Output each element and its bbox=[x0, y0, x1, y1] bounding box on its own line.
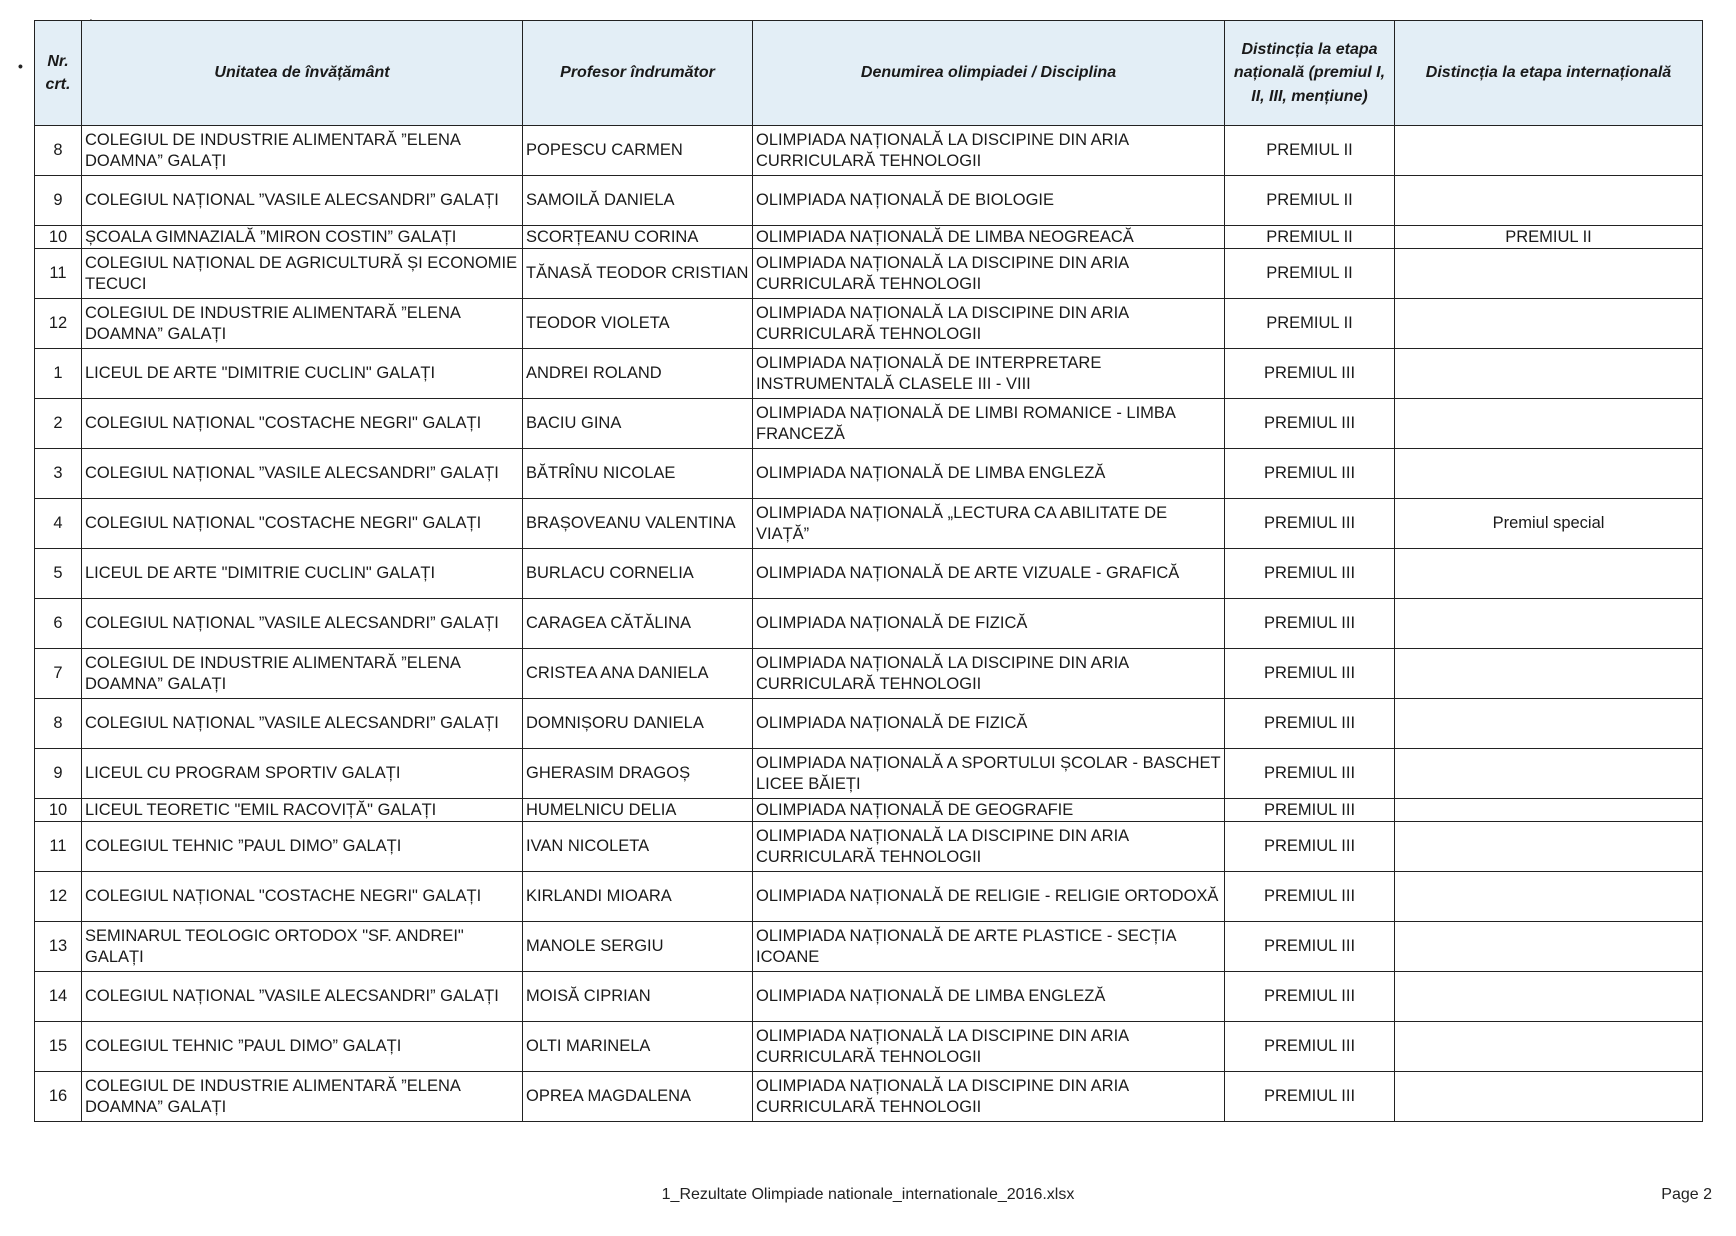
table-row bbox=[35, 549, 1703, 599]
cell-nat: PREMIUL III bbox=[1225, 649, 1395, 699]
header-nr: Nr. crt. bbox=[35, 21, 82, 126]
cell-olimp: OLIMPIADA NAȚIONALĂ DE LIMBI ROMANICE - LIMBA FRANCEZĂ bbox=[753, 399, 1225, 449]
cell-intl bbox=[1395, 649, 1703, 699]
cell-unit: LICEUL DE ARTE "DIMITRIE CUCLIN" GALAȚI bbox=[82, 549, 523, 599]
cell-intl bbox=[1395, 126, 1703, 176]
cell-nat: PREMIUL III bbox=[1225, 599, 1395, 649]
cell-nat: PREMIUL III bbox=[1225, 922, 1395, 972]
cell-unit: COLEGIUL NAȚIONAL ”VASILE ALECSANDRI” GALAȚI bbox=[82, 972, 523, 1022]
cell-nat: PREMIUL II bbox=[1225, 299, 1395, 349]
cell-unit: LICEUL DE ARTE "DIMITRIE CUCLIN" GALAȚI bbox=[82, 349, 523, 399]
cell-unit: COLEGIUL NAȚIONAL "COSTACHE NEGRI" GALAȚI bbox=[82, 499, 523, 549]
cell-unit: COLEGIUL NAȚIONAL ”VASILE ALECSANDRI” GALAȚI bbox=[82, 176, 523, 226]
table-row bbox=[35, 126, 1703, 176]
cell-intl bbox=[1395, 349, 1703, 399]
table-row bbox=[35, 699, 1703, 749]
cell-olimp: OLIMPIADA NAȚIONALĂ DE RELIGIE - RELIGIE ORTODOXĂ bbox=[753, 872, 1225, 922]
cell-nat: PREMIUL III bbox=[1225, 799, 1395, 822]
cell-intl bbox=[1395, 749, 1703, 799]
cell-prof: HUMELNICU DELIA bbox=[523, 799, 753, 822]
cell-intl bbox=[1395, 299, 1703, 349]
results-table bbox=[34, 20, 1703, 1122]
cell-olimp: OLIMPIADA NAȚIONALĂ DE GEOGRAFIE bbox=[753, 799, 1225, 822]
cell-nr: 12 bbox=[35, 299, 82, 349]
cell-unit: COLEGIUL NAȚIONAL "COSTACHE NEGRI" GALAȚI bbox=[82, 399, 523, 449]
cell-nat: PREMIUL III bbox=[1225, 972, 1395, 1022]
cell-prof: SAMOILĂ DANIELA bbox=[523, 176, 753, 226]
header-intl: Distincția la etapa internațională bbox=[1395, 21, 1703, 126]
cell-nat: PREMIUL III bbox=[1225, 822, 1395, 872]
table-row bbox=[35, 799, 1703, 822]
cell-olimp: OLIMPIADA NAȚIONALĂ A SPORTULUI ȘCOLAR - BASCHET LICEE BĂIEȚI bbox=[753, 749, 1225, 799]
table-row bbox=[35, 499, 1703, 549]
cell-intl: PREMIUL II bbox=[1395, 226, 1703, 249]
cell-prof: TEODOR VIOLETA bbox=[523, 299, 753, 349]
cell-olimp: OLIMPIADA NAȚIONALĂ DE BIOLOGIE bbox=[753, 176, 1225, 226]
cell-unit: ȘCOALA GIMNAZIALĂ ”MIRON COSTIN” GALAȚI bbox=[82, 226, 523, 249]
cell-nr: 7 bbox=[35, 649, 82, 699]
cell-olimp: OLIMPIADA NAȚIONALĂ LA DISCIPINE DIN ARIA CURRICULARĂ TEHNOLOGII bbox=[753, 299, 1225, 349]
cell-unit: COLEGIUL DE INDUSTRIE ALIMENTARĂ ”ELENA DOAMNA” GALAȚI bbox=[82, 299, 523, 349]
cell-unit: COLEGIUL TEHNIC ”PAUL DIMO” GALAȚI bbox=[82, 822, 523, 872]
cell-nat: PREMIUL II bbox=[1225, 126, 1395, 176]
cell-intl bbox=[1395, 449, 1703, 499]
cell-unit: COLEGIUL NAȚIONAL DE AGRICULTURĂ ȘI ECONOMIE TECUCI bbox=[82, 249, 523, 299]
table-row bbox=[35, 822, 1703, 872]
cell-intl bbox=[1395, 699, 1703, 749]
cell-nr: 4 bbox=[35, 499, 82, 549]
cell-nat: PREMIUL III bbox=[1225, 399, 1395, 449]
cell-intl bbox=[1395, 799, 1703, 822]
table-row bbox=[35, 176, 1703, 226]
cell-nat: PREMIUL III bbox=[1225, 549, 1395, 599]
header-olimp: Denumirea olimpiadei / Disciplina bbox=[753, 21, 1225, 126]
header-unit: Unitatea de învățământ bbox=[82, 21, 523, 126]
cell-olimp: OLIMPIADA NAȚIONALĂ DE FIZICĂ bbox=[753, 599, 1225, 649]
table-row bbox=[35, 226, 1703, 249]
table-row bbox=[35, 399, 1703, 449]
cell-intl bbox=[1395, 972, 1703, 1022]
cell-olimp: OLIMPIADA NAȚIONALĂ DE LIMBA NEOGREACĂ bbox=[753, 226, 1225, 249]
cell-nat: PREMIUL III bbox=[1225, 449, 1395, 499]
cell-olimp: OLIMPIADA NAȚIONALĂ LA DISCIPINE DIN ARIA CURRICULARĂ TEHNOLOGII bbox=[753, 649, 1225, 699]
cell-intl bbox=[1395, 399, 1703, 449]
table-row bbox=[35, 299, 1703, 349]
cell-nr: 9 bbox=[35, 749, 82, 799]
cell-nat: PREMIUL III bbox=[1225, 1022, 1395, 1072]
cell-olimp: OLIMPIADA NAȚIONALĂ LA DISCIPINE DIN ARIA CURRICULARĂ TEHNOLOGII bbox=[753, 1072, 1225, 1122]
cell-nat: PREMIUL II bbox=[1225, 176, 1395, 226]
cell-prof: KIRLANDI MIOARA bbox=[523, 872, 753, 922]
cell-nat: PREMIUL II bbox=[1225, 226, 1395, 249]
cell-prof: BURLACU CORNELIA bbox=[523, 549, 753, 599]
table-row bbox=[35, 922, 1703, 972]
table-body bbox=[35, 126, 1703, 1122]
table-row bbox=[35, 749, 1703, 799]
cell-olimp: OLIMPIADA NAȚIONALĂ LA DISCIPINE DIN ARIA CURRICULARĂ TEHNOLOGII bbox=[753, 822, 1225, 872]
cell-intl bbox=[1395, 1022, 1703, 1072]
cell-unit: SEMINARUL TEOLOGIC ORTODOX "SF. ANDREI" GALAȚI bbox=[82, 922, 523, 972]
cell-unit: COLEGIUL DE INDUSTRIE ALIMENTARĂ ”ELENA DOAMNA” GALAȚI bbox=[82, 126, 523, 176]
cell-unit: COLEGIUL NAȚIONAL ”VASILE ALECSANDRI” GALAȚI bbox=[82, 449, 523, 499]
table-header-row bbox=[35, 21, 1703, 126]
cell-nr: 5 bbox=[35, 549, 82, 599]
cell-unit: LICEUL TEORETIC "EMIL RACOVIȚĂ" GALAȚI bbox=[82, 799, 523, 822]
cell-nr: 8 bbox=[35, 699, 82, 749]
cell-nr: 3 bbox=[35, 449, 82, 499]
cell-nr: 13 bbox=[35, 922, 82, 972]
footer-page-number: Page 2 bbox=[1661, 1186, 1712, 1203]
cell-prof: OPREA MAGDALENA bbox=[523, 1072, 753, 1122]
cell-nr: 10 bbox=[35, 799, 82, 822]
cell-olimp: OLIMPIADA NAȚIONALĂ „LECTURA CA ABILITATE DE VIAȚĂ” bbox=[753, 499, 1225, 549]
cell-nr: 10 bbox=[35, 226, 82, 249]
header-prof: Profesor îndrumător bbox=[523, 21, 753, 126]
cell-prof: SCORȚEANU CORINA bbox=[523, 226, 753, 249]
cell-nr: 6 bbox=[35, 599, 82, 649]
cell-nat: PREMIUL III bbox=[1225, 699, 1395, 749]
cell-nr: 8 bbox=[35, 126, 82, 176]
cell-prof: POPESCU CARMEN bbox=[523, 126, 753, 176]
cell-unit: COLEGIUL NAȚIONAL ”VASILE ALECSANDRI” GALAȚI bbox=[82, 699, 523, 749]
table-row bbox=[35, 449, 1703, 499]
cell-prof: GHERASIM DRAGOȘ bbox=[523, 749, 753, 799]
cell-prof: BRAȘOVEANU VALENTINA bbox=[523, 499, 753, 549]
cell-olimp: OLIMPIADA NAȚIONALĂ LA DISCIPINE DIN ARIA CURRICULARĂ TEHNOLOGII bbox=[753, 249, 1225, 299]
cell-nat: PREMIUL III bbox=[1225, 749, 1395, 799]
cell-intl: Premiul special bbox=[1395, 499, 1703, 549]
cell-nr: 9 bbox=[35, 176, 82, 226]
cell-olimp: OLIMPIADA NAȚIONALĂ LA DISCIPINE DIN ARIA CURRICULARĂ TEHNOLOGII bbox=[753, 1022, 1225, 1072]
cell-prof: MOISĂ CIPRIAN bbox=[523, 972, 753, 1022]
margin-bullet: • bbox=[18, 58, 23, 74]
cell-nr: 11 bbox=[35, 822, 82, 872]
cell-prof: IVAN NICOLETA bbox=[523, 822, 753, 872]
cell-nat: PREMIUL III bbox=[1225, 499, 1395, 549]
cell-prof: BĂTRÎNU NICOLAE bbox=[523, 449, 753, 499]
cell-nat: PREMIUL III bbox=[1225, 349, 1395, 399]
cell-olimp: OLIMPIADA NAȚIONALĂ DE INTERPRETARE INSTRUMENTALĂ CLASELE III - VIII bbox=[753, 349, 1225, 399]
cell-intl bbox=[1395, 1072, 1703, 1122]
cell-nr: 1 bbox=[35, 349, 82, 399]
cell-prof: CRISTEA ANA DANIELA bbox=[523, 649, 753, 699]
cell-intl bbox=[1395, 549, 1703, 599]
cell-nr: 11 bbox=[35, 249, 82, 299]
cell-nat: PREMIUL III bbox=[1225, 872, 1395, 922]
cell-olimp: OLIMPIADA NAȚIONALĂ DE LIMBA ENGLEZĂ bbox=[753, 449, 1225, 499]
table-row bbox=[35, 249, 1703, 299]
cell-nr: 12 bbox=[35, 872, 82, 922]
table-row bbox=[35, 599, 1703, 649]
cell-nat: PREMIUL III bbox=[1225, 1072, 1395, 1122]
cell-unit: LICEUL CU PROGRAM SPORTIV GALAȚI bbox=[82, 749, 523, 799]
cell-prof: TĂNASĂ TEODOR CRISTIAN bbox=[523, 249, 753, 299]
cell-intl bbox=[1395, 176, 1703, 226]
cell-nr: 2 bbox=[35, 399, 82, 449]
cell-nr: 16 bbox=[35, 1072, 82, 1122]
cell-olimp: OLIMPIADA NAȚIONALĂ DE ARTE VIZUALE - GRAFICĂ bbox=[753, 549, 1225, 599]
cell-intl bbox=[1395, 922, 1703, 972]
cell-prof: OLTI MARINELA bbox=[523, 1022, 753, 1072]
cell-olimp: OLIMPIADA NAȚIONALĂ DE FIZICĂ bbox=[753, 699, 1225, 749]
cell-intl bbox=[1395, 249, 1703, 299]
cell-unit: COLEGIUL DE INDUSTRIE ALIMENTARĂ ”ELENA DOAMNA” GALAȚI bbox=[82, 1072, 523, 1122]
header-nat: Distincția la etapa națională (premiul I, II, III, mențiune) bbox=[1225, 21, 1395, 126]
cell-olimp: OLIMPIADA NAȚIONALĂ LA DISCIPINE DIN ARIA CURRICULARĂ TEHNOLOGII bbox=[753, 126, 1225, 176]
table-row bbox=[35, 349, 1703, 399]
cell-olimp: OLIMPIADA NAȚIONALĂ DE ARTE PLASTICE - SECȚIA ICOANE bbox=[753, 922, 1225, 972]
cell-prof: MANOLE SERGIU bbox=[523, 922, 753, 972]
cell-prof: CARAGEA CĂTĂLINA bbox=[523, 599, 753, 649]
cell-unit: COLEGIUL NAȚIONAL "COSTACHE NEGRI" GALAȚI bbox=[82, 872, 523, 922]
cell-prof: BACIU GINA bbox=[523, 399, 753, 449]
cell-nr: 15 bbox=[35, 1022, 82, 1072]
cell-prof: ANDREI ROLAND bbox=[523, 349, 753, 399]
table-row bbox=[35, 1072, 1703, 1122]
results-sheet bbox=[34, 20, 1702, 1122]
cell-nr: 14 bbox=[35, 972, 82, 1022]
cell-unit: COLEGIUL NAȚIONAL ”VASILE ALECSANDRI” GALAȚI bbox=[82, 599, 523, 649]
cell-olimp: OLIMPIADA NAȚIONALĂ DE LIMBA ENGLEZĂ bbox=[753, 972, 1225, 1022]
table-row bbox=[35, 1022, 1703, 1072]
cell-unit: COLEGIUL TEHNIC ”PAUL DIMO” GALAȚI bbox=[82, 1022, 523, 1072]
cell-prof: DOMNIȘORU DANIELA bbox=[523, 699, 753, 749]
cell-unit: COLEGIUL DE INDUSTRIE ALIMENTARĂ ”ELENA DOAMNA” GALAȚI bbox=[82, 649, 523, 699]
cell-intl bbox=[1395, 872, 1703, 922]
cell-nat: PREMIUL II bbox=[1225, 249, 1395, 299]
table-row bbox=[35, 972, 1703, 1022]
cell-intl bbox=[1395, 822, 1703, 872]
footer-filename: 1_Rezultate Olimpiade nationale_internationale_2016.xlsx bbox=[661, 1186, 1075, 1203]
table-row bbox=[35, 649, 1703, 699]
table-row bbox=[35, 872, 1703, 922]
cell-intl bbox=[1395, 599, 1703, 649]
